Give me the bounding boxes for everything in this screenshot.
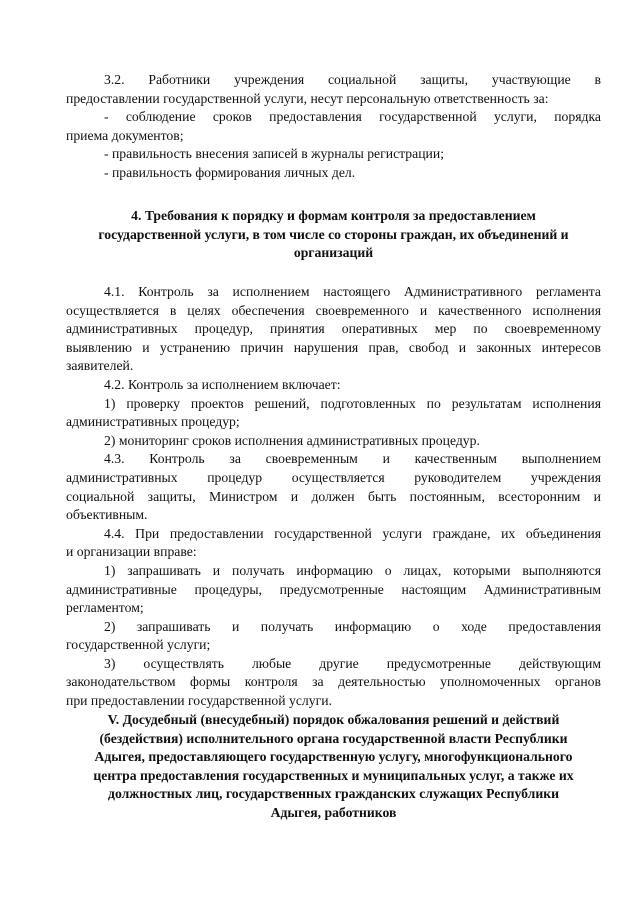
text-line: - соблюдение сроков предоставления государственной услуги, порядка (104, 109, 601, 125)
heading-line: должностных лиц, государственных гражданских служащих Республики (108, 786, 559, 802)
text-line: объективным. (66, 507, 148, 523)
text-line: социальной защиты, Министром и должен быть постоянным, всесторонним и (66, 488, 601, 504)
text-line: выявлению и устранению причин нарушения прав, свобод и законных интересов (66, 339, 601, 355)
text-line: административные процедуры, предусмотренные настоящим Административным (66, 581, 601, 597)
heading-line: центра предоставления государственных и муниципальных услуг, а также их (93, 767, 574, 783)
text-line: предоставлении государственной услуги, несут персональную ответственность за: (66, 90, 549, 106)
text-line: 1) запрашивать и получать информацию о лицах, которыми выполняются (104, 562, 601, 578)
heading-line: 4. Требования к порядку и формам контроля за предоставлением (131, 208, 536, 223)
text-line: административных процедур осуществляется руководителем учреждения (66, 469, 601, 485)
text-line: - правильность формирования личных дел. (104, 164, 356, 180)
text-line: приема документов; (66, 127, 184, 143)
heading-line: организаций (293, 245, 374, 261)
text-line: 4.2. Контроль за исполнением включает: (104, 376, 341, 392)
heading-line: государственной услуги, в том числе со стороны граждан, их объединений и (98, 226, 569, 242)
text-line: 2) мониторинг сроков исполнения административных процедур. (104, 432, 480, 448)
text-line: заявителей. (66, 358, 134, 374)
text-line: 3) осуществлять любые другие предусмотренные действующим (104, 655, 601, 671)
heading-line: Адыгея, предоставляющего государственную услугу, многофункционального (94, 749, 573, 765)
text-line: осуществляется в целях обеспечения своевременного и качественного исполнения (66, 302, 601, 318)
text-line: 1) проверку проектов решений, подготовленных по результатам исполнения (104, 395, 601, 411)
text-line: законодательством формы контроля за деятельностью уполномоченных органов (66, 674, 601, 690)
section-heading-4 (66, 207, 601, 263)
section-heading-5 (66, 711, 601, 823)
text-line: административных процедур; (66, 414, 240, 430)
text-line: и организации вправе: (66, 544, 197, 560)
text-line: при предоставлении государственной услуги. (66, 693, 332, 709)
text-line: государственной услуги; (66, 637, 211, 653)
text-line: административных процедур, принятия оперативных мер по своевременному (66, 321, 601, 337)
text-line: 4.4. При предоставлении государственной услуги граждане, их объединения (104, 525, 601, 541)
section-4-body (66, 283, 601, 711)
text-line: - правильность внесения записей в журналы регистрации; (104, 146, 444, 162)
text-line: регламентом; (66, 600, 144, 616)
heading-line: Адыгея, работников (270, 804, 397, 820)
text-line: 2) запрашивать и получать информацию о ходе предоставления (104, 618, 601, 634)
heading-line: (бездействия) исполнительного органа государственной власти Республики (99, 730, 568, 746)
text-line: 4.1. Контроль за исполнением настоящего Административного регламента (104, 284, 601, 299)
text-line: 4.3. Контроль за своевременным и качественным выполнением (104, 451, 601, 467)
paragraph-3-2 (66, 71, 601, 183)
heading-line: V. Досудебный (внесудебный) порядок обжалования решений и действий (107, 712, 560, 727)
text-line: 3.2. Работники учреждения социальной защиты, участвующие в (104, 72, 601, 87)
